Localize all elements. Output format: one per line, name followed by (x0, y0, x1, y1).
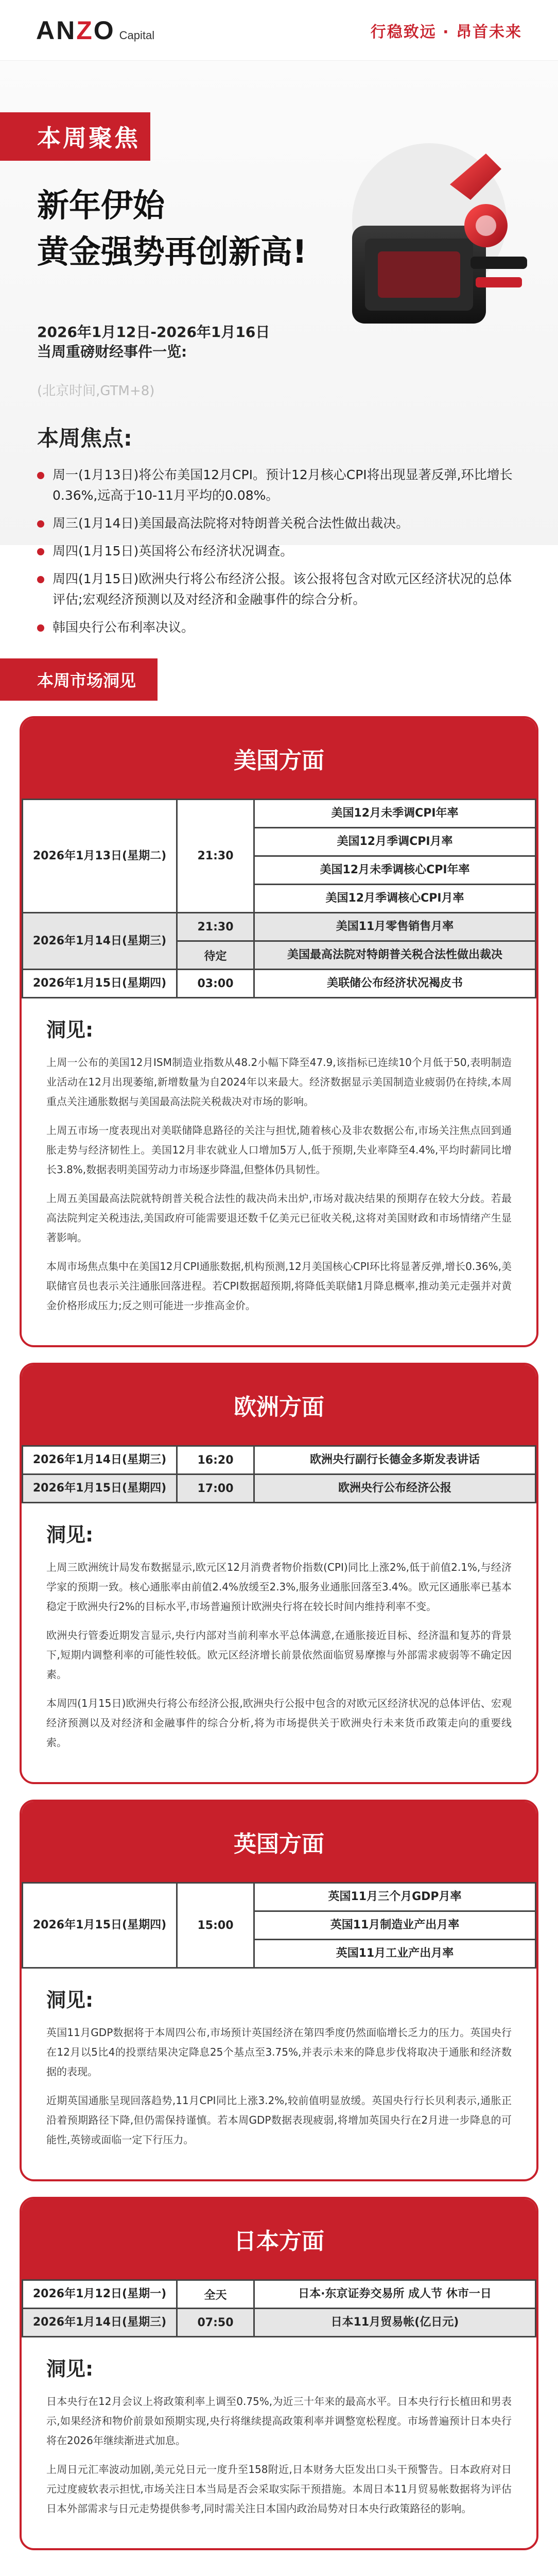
table-row (23, 970, 536, 998)
table-row (23, 913, 536, 941)
event-time: 15:00 (177, 1883, 254, 1968)
focus-item: 周四(1月15日)英国将公布经济状况调查。 (37, 541, 521, 562)
event-time: 全天 (177, 2280, 254, 2309)
insight-paragraph: 欧洲央行管委近期发言显示,央行内部对当前利率水平总体满意,在通胀接近目标、经济温和复苏的背景下,短期内调整利率的可能性较低。欧元区经济增长前景依然面临贸易摩擦与外部需求疲弱等不确定因素。 (46, 1629, 512, 1681)
uk-insight (22, 1969, 536, 2179)
logo-subtext: Capital (119, 28, 155, 42)
hero-title (37, 182, 307, 275)
jp-insight (22, 2337, 536, 2548)
event-time: 03:00 (177, 970, 254, 998)
event-name: 美联储公布经济状况褐皮书 (254, 970, 536, 998)
insight-paragraph: 本周四(1月15日)欧洲央行将公布经济公报,欧洲央行公报中包含的对欧元区经济状况的总体评估、宏观经济预测以及对经济和金融事件的综合分析,将为市场提供关于欧洲央行未来货币政策走向的重要线索。 (46, 1697, 512, 1749)
section-header (0, 658, 558, 701)
event-date: 2026年1月15日(星期四) (23, 1475, 177, 1503)
uk-card (20, 1800, 538, 2181)
event-name: 美国12月季调核心CPI月率 (254, 885, 536, 913)
hero-dates (37, 323, 270, 362)
event-name: 日本·东京证券交易所 成人节 休市一日 (254, 2280, 536, 2309)
hero-title-line1: 新年伊始 (37, 187, 165, 224)
focus-section (0, 421, 558, 638)
table-row (23, 1883, 536, 1911)
event-name: 美国12月季调CPI月率 (254, 828, 536, 856)
event-name: 英国11月三个月GDP月率 (254, 1883, 536, 1911)
table-row (23, 2280, 536, 2309)
event-time: 待定 (177, 941, 254, 970)
eu-event-table (22, 1445, 536, 1503)
eu-insight (22, 1503, 536, 1782)
focus-list (37, 465, 521, 638)
jp-card (20, 2197, 538, 2550)
insight-paragraph: 本周市场焦点集中在美国12月CPI通胀数据,机构预测,12月美国核心CPI环比将显著反弹,增长0.36%,美联储官员也表示关注通胀回落进程。若CPI数据超预期,将降低美联储1月降息概率,推动美元走强并对黄金价格形成压力;反之则可能进一步推高金价。 (46, 1260, 512, 1312)
event-date: 2026年1月14日(星期三) (23, 1446, 177, 1475)
insight-paragraph: 上周一公布的美国12月ISM制造业指数从48.2小幅下降至47.9,该指标已连续10个月低于50,表明制造业活动在12月出现萎缩,新增数量为自2024年以来最大。经济数据显示美国制造业疲弱仍在持续,本周重点关注通胀数据与美国最高法院关税裁决对市场的影响。 (46, 1056, 512, 1108)
hero-subhead: 当周重磅财经事件一览: (37, 343, 187, 360)
insight-paragraph: 英国11月GDP数据将于本周四公布,市场预计英国经济在第四季度仍然面临增长乏力的压力。英国央行在12月以5比4的投票结果决定降息25个基点至3.75%,并表示未来的降息步伐将取决于通胀和经济数据的表现。 (46, 2026, 512, 2078)
top-header (0, 0, 558, 61)
insight-paragraph: 上周三欧洲统计局发布数据显示,欧元区12月消费者物价指数(CPI)同比上涨2%,低于前值2.1%,与经济学家的预期一致。核心通胀率由前值2.4%放缓至2.3%,服务业通胀回落至3.4%。欧元区通胀率已基本稳定于欧洲央行2%的目标水平,市场普遍预计欧洲央行将在较长时间内维持利率不变。 (46, 1561, 512, 1613)
eu-card-title: 欧洲方面 (22, 1365, 536, 1445)
insight-paragraph: 上周五美国最高法院就特朗普关税合法性的裁决尚未出炉,市场对裁决结果的预期存在较大分歧。若最高法院判定关税违法,美国政府可能需要退还数千亿美元已征收关税,这将对美国财政和市场情绪产生显著影响。 (46, 1192, 512, 1244)
section-title: 本周市场洞见 (0, 658, 158, 701)
event-name: 欧洲央行副行长德金多斯发表讲话 (254, 1446, 536, 1475)
insight-title: 洞见: (46, 1019, 94, 1041)
event-time: 17:00 (177, 1475, 254, 1503)
focus-item: 周四(1月15日)欧洲央行将公布经济公报。该公报将包含对欧元区经济状况的总体评估;宏观经济预测以及对经济和金融事件的综合分析。 (37, 569, 521, 610)
event-name: 英国11月工业产出月率 (254, 1940, 536, 1968)
table-row (23, 800, 536, 828)
event-time: 07:50 (177, 2309, 254, 2337)
table-row (23, 2309, 536, 2337)
jp-card-title: 日本方面 (22, 2199, 536, 2279)
event-name: 美国12月未季调核心CPI年率 (254, 856, 536, 885)
event-time: 16:20 (177, 1446, 254, 1475)
hero-illustration (316, 123, 537, 349)
slogan: 行稳致远 · 昂首未来 (370, 23, 522, 41)
insight-paragraph: 日本央行在12月会议上将政策利率上调至0.75%,为近三十年来的最高水平。日本央行行长植田和男表示,如果经济和物价前景如预期实现,央行将继续提高政策利率并调整宽松程度。市场普遍预计日本央行将在2026年继续渐进式加息。 (46, 2395, 512, 2447)
anzo-logo[interactable] (36, 15, 154, 45)
table-row (23, 1475, 536, 1503)
table-row (23, 1446, 536, 1475)
event-date: 2026年1月15日(星期四) (23, 970, 177, 998)
eu-card (20, 1363, 538, 1784)
insight-title: 洞见: (46, 1523, 94, 1546)
us-card-title: 美国方面 (22, 718, 536, 799)
jp-event-table (22, 2279, 536, 2337)
date-range: 2026年1月12日-2026年1月16日 (37, 324, 270, 341)
uk-event-table (22, 1882, 536, 1969)
event-date: 2026年1月12日(星期一) (23, 2280, 177, 2309)
focus-title: 本周焦点: (37, 426, 132, 451)
event-name: 美国11月零售销售月率 (254, 913, 536, 941)
us-event-table (22, 799, 536, 998)
logo-wordmark: ANZO (36, 15, 115, 45)
insight-title: 洞见: (46, 1989, 94, 2011)
event-name: 英国11月制造业产出月率 (254, 1911, 536, 1940)
event-date: 2026年1月13日(星期二) (23, 800, 177, 913)
hero-tag: 本周聚焦 (0, 112, 150, 161)
timezone-note: (北京时间,GTM+8) (37, 383, 155, 399)
uk-card-title: 英国方面 (22, 1802, 536, 1882)
market-insights (20, 716, 538, 2576)
event-date: 2026年1月15日(星期四) (23, 1883, 177, 1968)
event-name: 美国12月未季调CPI年率 (254, 800, 536, 828)
event-name: 日本11月贸易帐(亿日元) (254, 2309, 536, 2337)
insight-paragraph: 上周五市场一度表现出对美联储降息路径的关注与担忧,随着核心及非农数据公布,市场关注焦点回到通胀走势与经济韧性上。美国12月非农就业人口增加5万人,低于预期,失业率降至4.4%,平均时薪同比增长3.8%,数据表明美国劳动力市场逐步降温,但整体仍具韧性。 (46, 1124, 512, 1176)
focus-item: 周一(1月13日)将公布美国12月CPI。预计12月核心CPI将出现显著反弹,环比增长0.36%,远高于10-11月平均的0.08%。 (37, 465, 521, 506)
us-card (20, 716, 538, 1347)
insight-paragraph: 上周日元汇率波动加剧,美元兑日元一度升至158附近,日本财务大臣发出口头干预警告。日本政府对日元过度疲软表示担忧,市场关注日本当局是否会采取实际干预措施。本周日本11月贸易帐数据将为评估日本外部需求与日元走势提供参考,同时需关注日本国内政治局势对日本央行政策路径的影响。 (46, 2463, 512, 2515)
event-time: 21:30 (177, 800, 254, 913)
event-name: 美国最高法院对特朗普关税合法性做出裁决 (254, 941, 536, 970)
insight-title: 洞见: (46, 2358, 94, 2380)
focus-item: 周三(1月14日)美国最高法院将对特朗普关税合法性做出裁决。 (37, 513, 521, 534)
insight-paragraph: 近期英国通胀呈现回落趋势,11月CPI同比上涨3.2%,较前值明显放缓。英国央行行长贝利表示,通胀正沿着预期路径下降,但仍需保持谨慎。若本周GDP数据表现疲弱,将增加英国央行在2月进一步降息的可能性,英镑或面临一定下行压力。 (46, 2094, 512, 2146)
hero-title-line2: 黄金强势再创新高! (37, 233, 307, 270)
focus-item: 韩国央行公布利率决议。 (37, 617, 521, 638)
event-time: 21:30 (177, 913, 254, 941)
event-name: 欧洲央行公布经济公报 (254, 1475, 536, 1503)
us-insight (22, 998, 536, 1345)
event-date: 2026年1月14日(星期三) (23, 2309, 177, 2337)
event-date: 2026年1月14日(星期三) (23, 913, 177, 970)
